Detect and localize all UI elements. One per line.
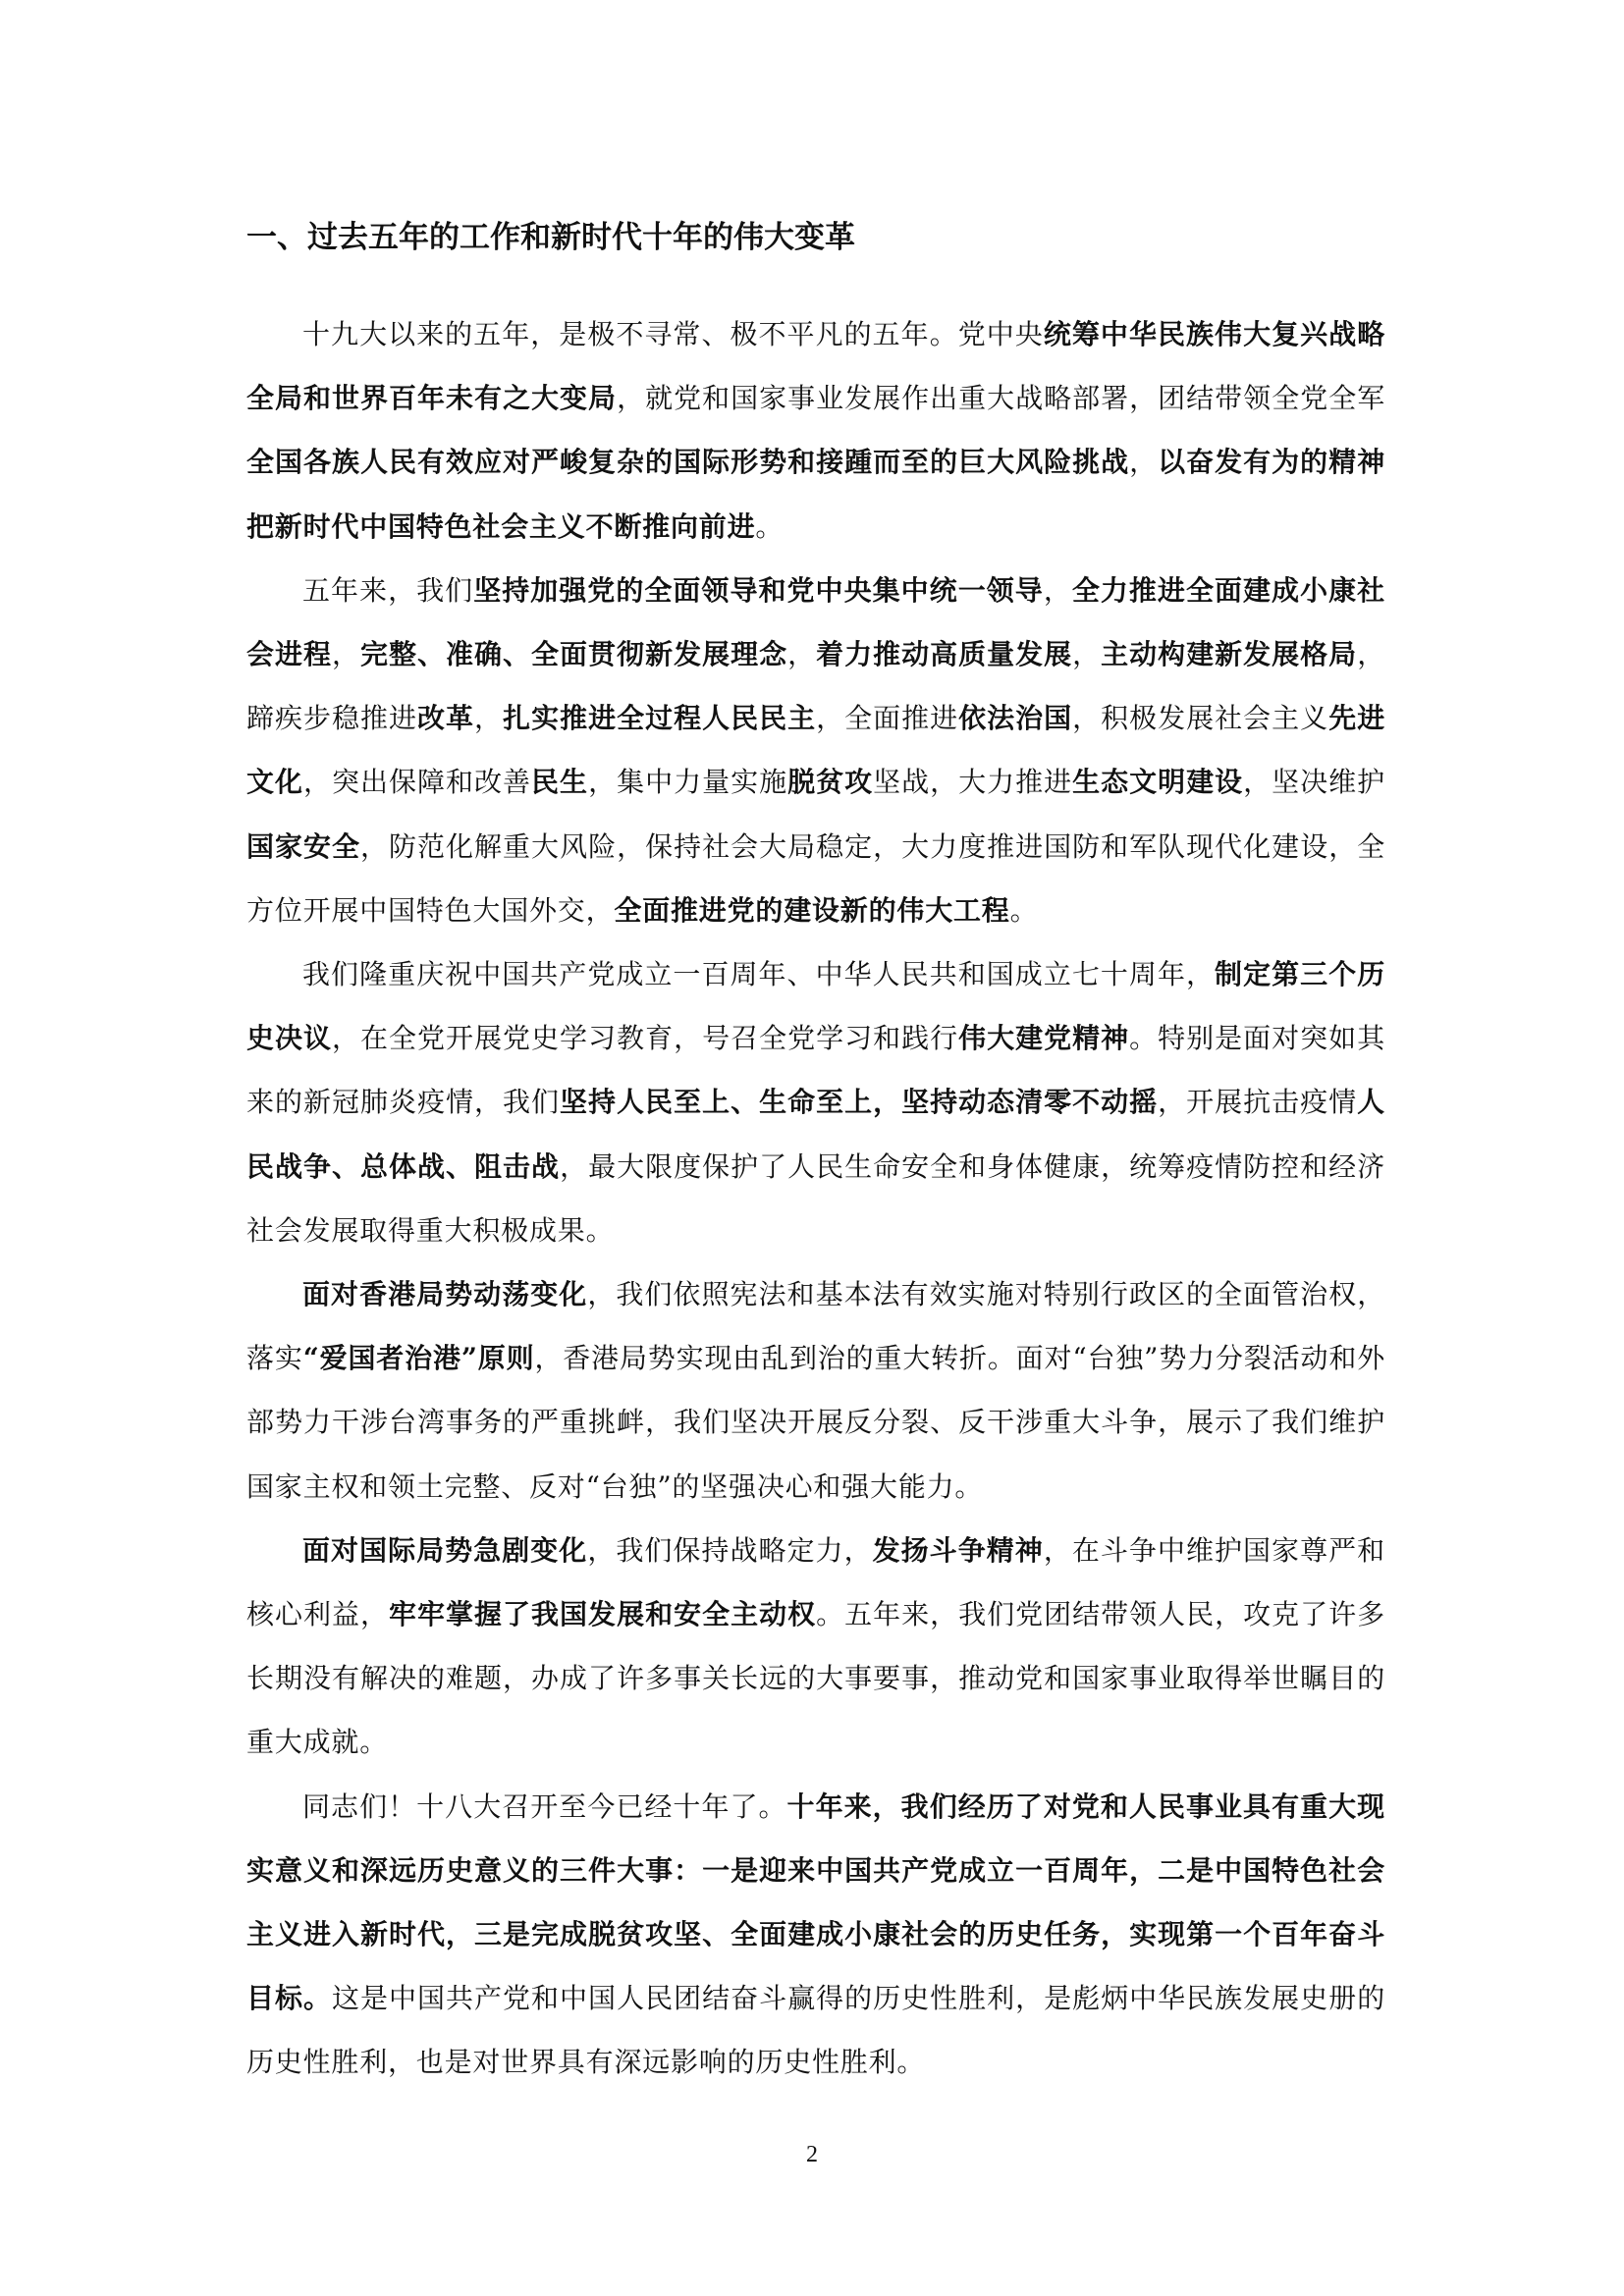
paragraph-2 — [246, 559, 1385, 942]
paragraph-text: ，我们依照宪法和基本法有效实施对特别行政区的全面管治权，落实 — [246, 1278, 1385, 1375]
paragraph-text: ，在全党开展党史学习教育，号召全党学习和践行 — [332, 1022, 959, 1055]
paragraph-text: ，突出保障和改善 — [303, 766, 532, 799]
emphasis-text: 面对国际局势急剧变化 — [302, 1533, 588, 1567]
paragraph-text: ， — [1072, 638, 1102, 671]
paragraph-text: 这是中国共产党和中国人民团结奋斗赢得的历史性胜利，是彪炳中华民族发展史册的历史性胜利，也是对世界具有深远影响的历史性胜利。 — [246, 1982, 1385, 2079]
body-text — [246, 302, 1385, 2095]
emphasis-text: 改革 — [417, 702, 475, 735]
emphasis-text: 生态文明建设 — [1072, 766, 1244, 799]
emphasis-text: 伟大建党精神 — [958, 1022, 1130, 1055]
paragraph-text: ，最大限度保护了人民生命安全和身体健康，统筹疫情防控和经济社会发展取得重大积极成果。 — [246, 1149, 1385, 1247]
paragraph-text: ，坚决维护 — [1243, 766, 1385, 799]
paragraph-text: 十九大以来的五年，是极不寻常、极不平凡的五年。党中央 — [302, 318, 1044, 350]
emphasis-text: 牢牢掌握了我国发展和安全主动权 — [389, 1598, 817, 1631]
paragraph-text: 同志们！十八大召开至今已经十年了。 — [302, 1789, 787, 1823]
emphasis-text: 完整、准确、全面贯彻新发展理念 — [360, 638, 788, 671]
paragraph-text: 坚战，大力推进 — [873, 766, 1073, 799]
paragraph-text: 五年来，我们 — [302, 573, 474, 607]
emphasis-text: 人民战争、总体战、阻击战 — [246, 1086, 1385, 1183]
paragraph-4 — [246, 1262, 1385, 1519]
paragraph-text: ， — [1129, 446, 1159, 479]
emphasis-text: 扎实推进全过程人民民主 — [503, 702, 817, 735]
paragraph-text: ，防范化解重大风险，保持社会大局稳定，大力度推进国防和军队现代化建设，全方位开展中国特色大国外交， — [246, 829, 1386, 927]
paragraph-text: ， — [332, 638, 361, 671]
emphasis-text: 民生 — [531, 766, 589, 799]
emphasis-text: 主动构建新发展格局 — [1101, 638, 1358, 671]
emphasis-text: 先进文化 — [246, 702, 1385, 799]
paragraph-text: ， — [787, 638, 817, 671]
paragraph-text: ，积极发展社会主义 — [1072, 702, 1329, 735]
paragraph-5 — [246, 1519, 1385, 1775]
emphasis-text: 坚持加强党的全面领导和党中央集中统一领导 — [473, 573, 1044, 607]
paragraph-text: 。特别是面对突如其来的新冠肺炎疫情，我们 — [246, 1022, 1385, 1119]
paragraph-text: ，蹄疾步稳推进 — [246, 638, 1385, 735]
emphasis-text: 国家安全 — [246, 829, 361, 863]
emphasis-text: 制定第三个历史决议 — [246, 958, 1385, 1055]
page-number: 2 — [806, 2142, 818, 2167]
paragraph-text: ，全面推进 — [816, 702, 959, 735]
emphasis-text: 全面推进党的建设新的伟大工程 — [614, 893, 1010, 927]
emphasis-text: 依法治国 — [958, 702, 1073, 735]
section-heading: 一、过去五年的工作和新时代十年的伟大变革 — [246, 220, 855, 255]
paragraph-3 — [246, 942, 1385, 1262]
paragraph-text: ，开展抗击疫情 — [1158, 1086, 1358, 1119]
emphasis-text: 着力推动高质量发展 — [816, 638, 1073, 671]
paragraph-text: ，我们保持战略定力， — [587, 1533, 873, 1567]
paragraph-1 — [246, 302, 1385, 559]
paragraph-text: 。五年来，我们党团结带领人民，攻克了许多长期没有解决的难题，办成了许多事关长远的大事要事，推动党和国家事业取得举世瞩目的重大成就。 — [246, 1598, 1385, 1759]
emphasis-text: 坚持人民至上、生命至上，坚持动态清零不动摇 — [560, 1086, 1159, 1119]
emphasis-text: 脱贫攻 — [787, 766, 874, 799]
paragraph-text: ，就党和国家事业发展作出重大战略部署，团结带领全党全军 — [617, 382, 1386, 415]
paragraph-text: ，香港局势实现由乱到治的重大转折。面对“台独”势力分裂活动和外部势力干涉台湾事务的严重挑衅，我们坚决开展反分裂、反干涉重大斗争，展示了我们维护国家主权和领土完整、反对“台独”的坚强决心和强大能力。 — [246, 1342, 1385, 1503]
emphasis-text: 全国各族人民有效应对严峻复杂的国际形势和接踵而至的巨大风险挑战 — [246, 446, 1130, 479]
emphasis-text: 十年来，我们经历了对党和人民事业具有重大现实意义和深远历史意义的三件大事：一是迎来中国共产党成立一百周年，二是中国特色社会主义进入新时代，三是完成脱贫攻坚、全面建成小康社会的历史任务，实现第一个百年奋斗目标。 — [246, 1789, 1385, 2015]
paragraph-text: ， — [474, 702, 504, 735]
emphasis-text: 面对香港局势动荡变化 — [302, 1278, 588, 1311]
paragraph-text: ，在斗争中维护国家尊严和核心利益， — [246, 1533, 1385, 1631]
paragraph-6 — [246, 1775, 1385, 2095]
paragraph-text: 我们隆重庆祝中国共产党成立一百周年、中华人民共和国成立七十周年， — [302, 958, 1216, 991]
paragraph-text: 。 — [755, 509, 785, 543]
paragraph-text: ， — [1043, 573, 1072, 607]
emphasis-text: 全力推进全面建成小康社会进程 — [246, 573, 1385, 671]
emphasis-text: 统筹中华民族伟大复兴战略全局和世界百年未有之大变局 — [246, 318, 1385, 415]
emphasis-text: 以奋发有为的精神把新时代中国特色社会主义不断推向前进 — [246, 446, 1385, 543]
paragraph-text: 。 — [1009, 893, 1039, 927]
emphasis-text: 发扬斗争精神 — [872, 1533, 1044, 1567]
emphasis-text: “爱国者治港”原则 — [302, 1342, 535, 1375]
paragraph-text: ，集中力量实施 — [588, 766, 788, 799]
